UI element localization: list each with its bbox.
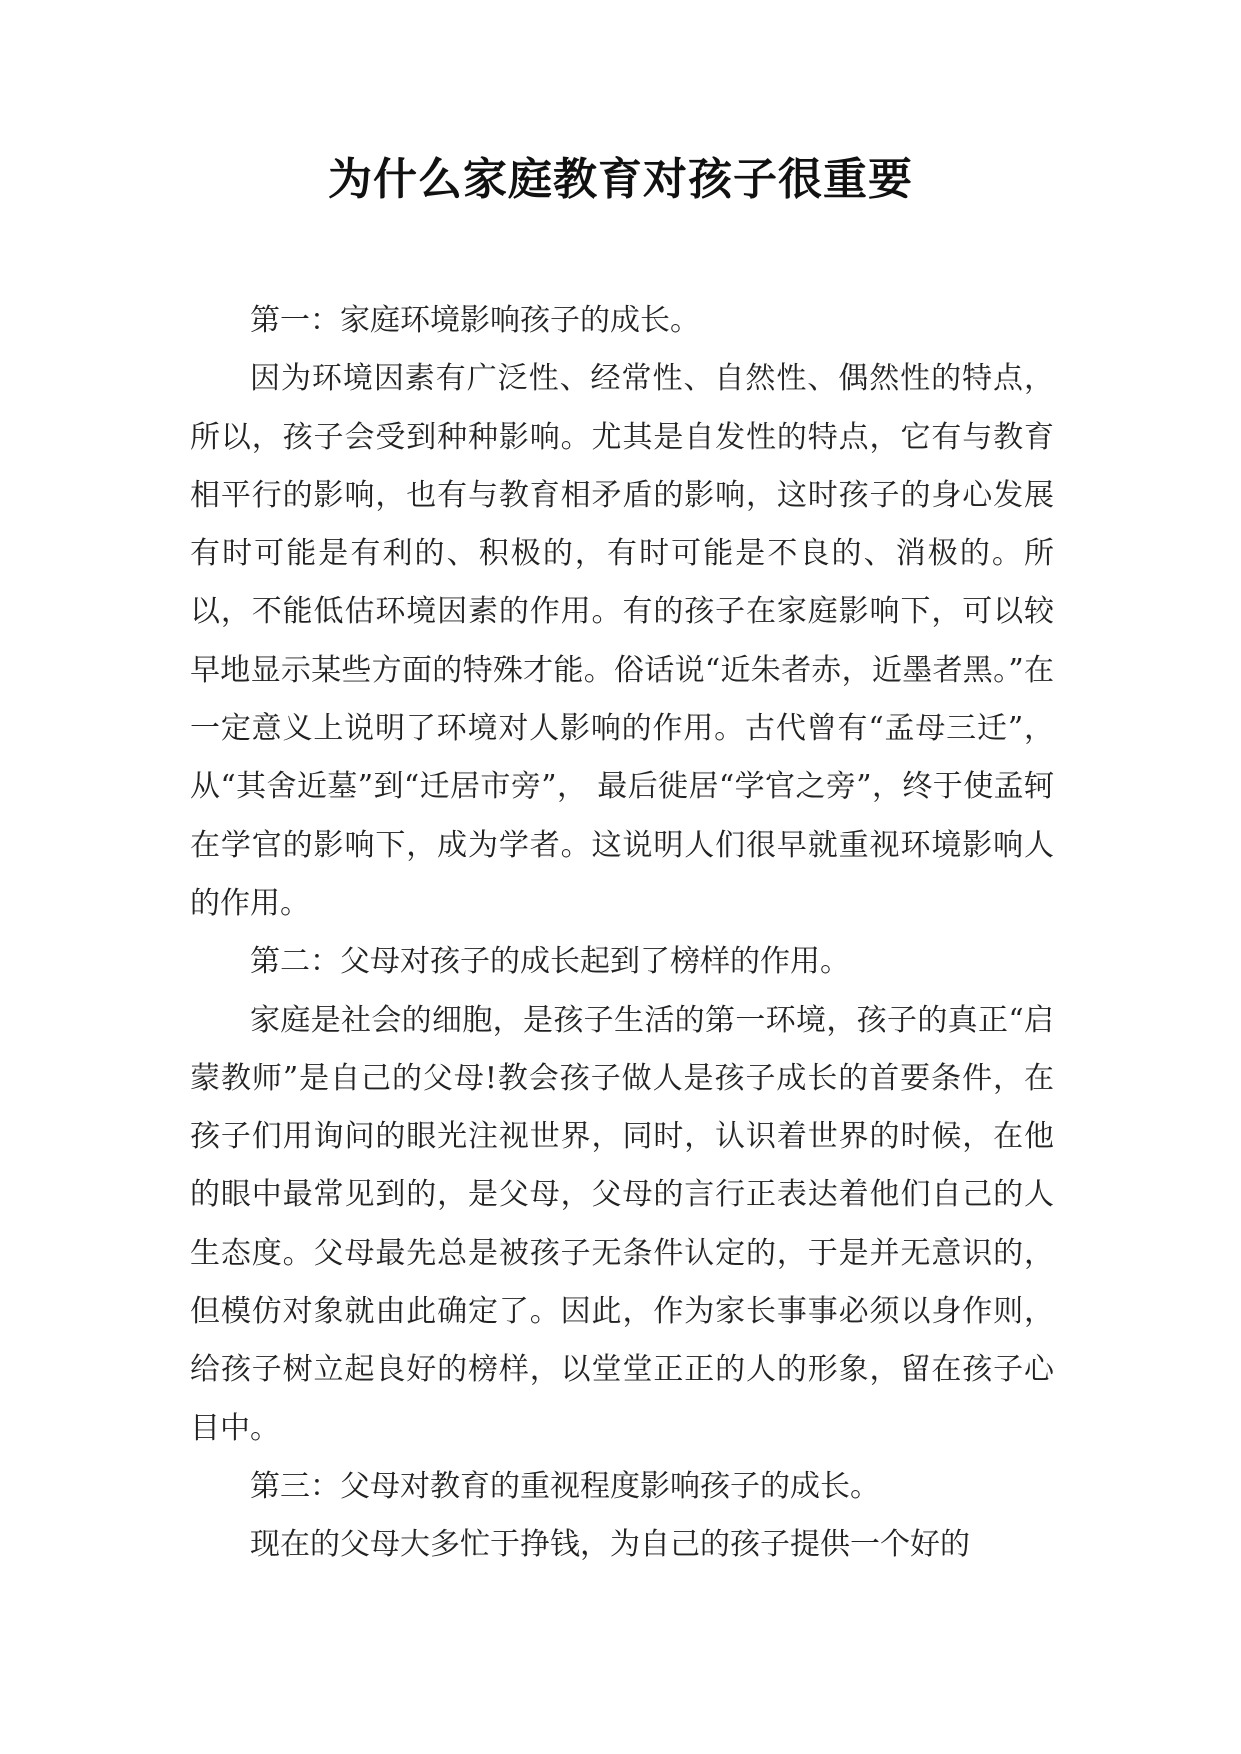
document-body [190, 292, 1054, 1575]
paragraph-3: 现在的父母大多忙于挣钱，为自己的孩子提供一个好的 [250, 1527, 970, 1563]
paragraph-2: 家庭是社会的细胞，是孩子生活的第一环境，孩子的真正“启蒙教师”是自己的父母!教会孩子做人是孩子成长的首要条件，在孩子们用询问的眼光注视世界，同时，认识着世界的时候，在他的眼中最常见到的，是父母，父母的言行正表达着他们自己的人生态度。父母最先总是被孩子无条件认定的，于是并无意识的，但模仿对象就由此确定了。因此，作为家长事事必须以身作则，给孩子树立起良好的榜样，以堂堂正正的人的形象，留在孩子心目中。 [190, 1002, 1054, 1446]
paragraph-1: 因为环境因素有广泛性、经常性、自然性、偶然性的特点，所以，孩子会受到种种影响。尤其是自发性的特点，它有与教育相平行的影响，也有与教育相矛盾的影响，这时孩子的身心发展有时可能是有利的、积极的，有时可能是不良的、消极的。所以，不能低估环境因素的作用。有的孩子在家庭影响下，可以较早地显示某些方面的特殊才能。俗话说“近朱者赤，近墨者黑。”在一定意义上说明了环境对人影响的作用。古代曾有“孟母三迁”，从“其舍近墓”到“迁居市旁”， 最后徙居“学官之旁”，终于使孟轲在学官的影响下，成为学者。这说明人们很早就重视环境影响人的作用。 [190, 361, 1054, 921]
document-title: 为什么家庭教育对孩子很重要 [328, 154, 913, 205]
section-heading-2: 第二：父母对孩子的成长起到了榜样的作用。 [250, 944, 850, 980]
section-heading-3: 第三：父母对教育的重视程度影响孩子的成长。 [250, 1468, 880, 1504]
section-heading-1: 第一：家庭环境影响孩子的成长。 [250, 303, 700, 338]
